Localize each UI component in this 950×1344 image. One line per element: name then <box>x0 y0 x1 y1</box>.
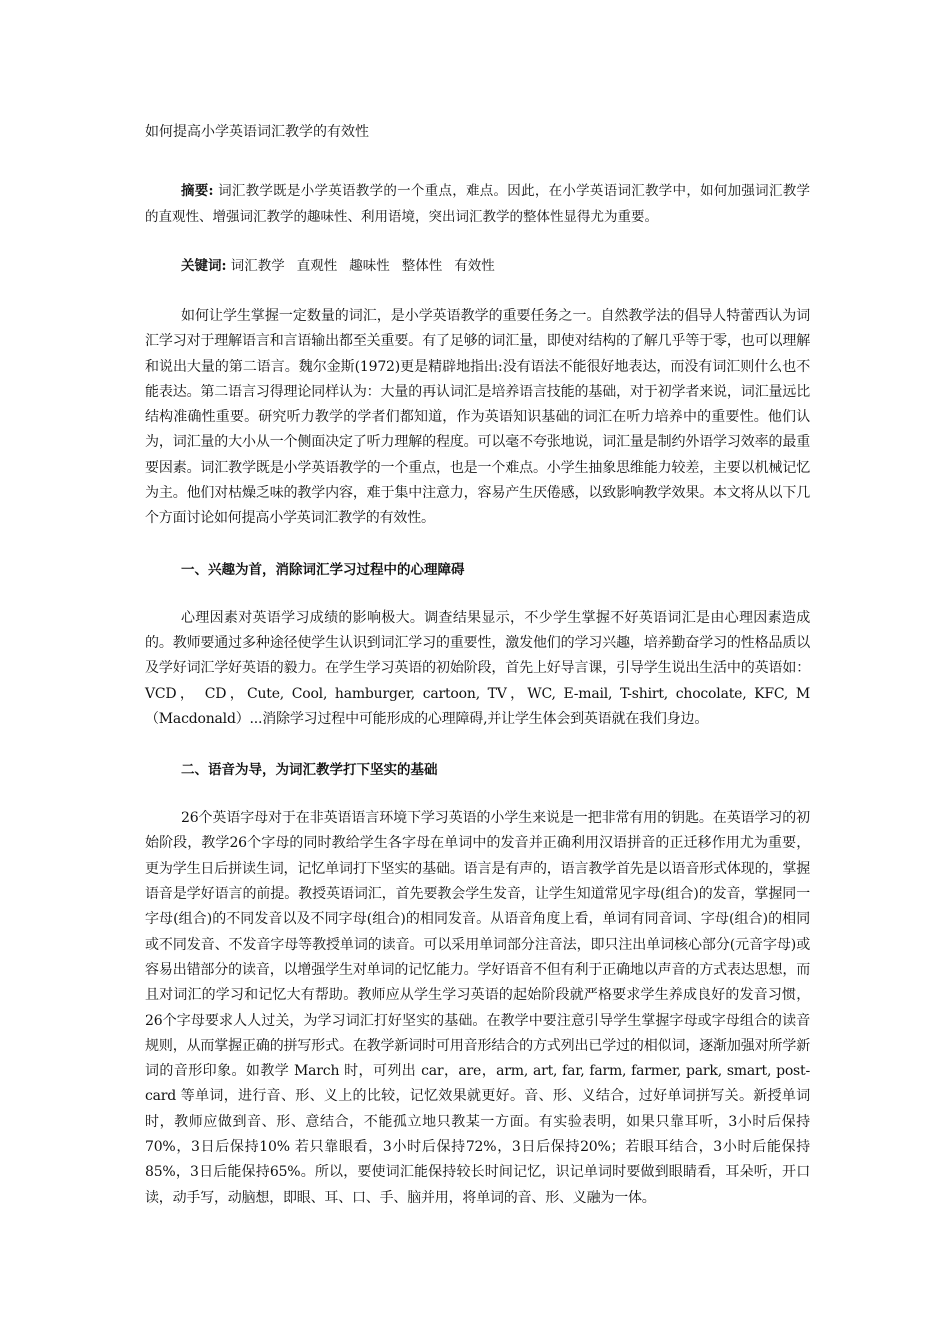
abstract-label: 摘要: <box>181 183 214 199</box>
intro-paragraph: 如何让学生掌握一定数量的词汇，是小学英语教学的重要任务之一。自然教学法的倡导人特蕾西认为词汇学习对于理解语言和言语输出都至关重要。有了足够的词汇量，即使对结构的了解几乎等于零，也可以理解和说出大量的第二语言。魏尔金斯(1972)更是精辟地指出:没有语法不能很好地表达，而没有词汇则什么也不能表达。第二语言习得理论同样认为：大量的再认词汇是培养语言技能的基础，对于初学者来说，词汇量远比结构准确性重要。研究听力教学的学者们都知道，作为英语知识基础的词汇在听力培养中的重要性。他们认为，词汇量的大小从一个侧面决定了听力理解的程度。可以毫不夸张地说，词汇量是制约外语学习效率的最重要因素。词汇教学既是小学英语教学的一个重点，也是一个难点。小学生抽象思维能力较差，主要以机械记忆为主。他们对枯燥乏味的教学内容，难于集中注意力，容易产生厌倦感，以致影响教学效果。本文将从以下几个方面讨论如何提高小学英词汇教学的有效性。 <box>145 308 810 527</box>
keyword: 直观性 <box>296 258 338 274</box>
document-page <box>145 120 810 1211</box>
keyword: 整体性 <box>401 258 443 274</box>
keyword: 有效性 <box>454 258 495 274</box>
section-paragraph: 26个英语字母对于在非英语语言环境下学习英语的小学生来说是一把非常有用的钥匙。在英语学习的初始阶段，教学26个字母的同时教给学生各字母在单词中的发音并正确利用汉语拼音的正迁移作用尤为重要，更为学生日后拼读生词，记忆单词打下坚实的基础。语言是有声的，语言教学首先是以语音形式体现的，掌握语音是学好语言的前提。教授英语词汇，首先要教会学生发音，让学生知道常见字母(组合)的发音，掌握同一字母(组合)的不同发音以及不同字母(组合)的相同发音。从语音角度上看，单词有同音词、字母(组合)的相同或不同发音、不发音字母等教授单词的读音。可以采用单词部分注音法，即只注出单词核心部分(元音字母)或容易出错部分的读音，以增强学生对单词的记忆能力。学好语音不但有利于正确地以声音的方式表达思想，而且对词汇的学习和记忆大有帮助。教师应从学生学习英语的起始阶段就严格要求学生养成良好的发音习惯，26个字母要求人人过关，为学习词汇打好坚实的基础。在教学中要注意引导学生掌握字母或字母组合的读音规则，从而掌握正确的拼写形式。在教学新词时可用音形结合的方式列出已学过的相似词，逐渐加强对所学新词的音形印象。如教学 March 时，可列出 car，are，arm, art, far, farm, farmer, park, smart, post-card 等单词，进行音、形、义上的比较，记忆效果就更好。音、形、义结合，过好单词拼写关。新授单词时，教师应做到音、形、意结合，不能孤立地只教某一方面。有实验表明，如果只靠耳听，3小时后保持70%，3日后保持10% 若只靠眼看，3小时后保持72%，3日后保持20%；若眼耳结合，3小时后能保持85%，3日后能保持65%。所以，要使词汇能保持较长时间记忆，识记单词时要做到眼睛看，耳朵听，开口读，动手写，动脑想，即眼、耳、口、手、脑并用，将单词的音、形、义融为一体。 <box>145 810 810 1206</box>
keywords-label: 关键词: <box>181 258 227 274</box>
section-heading: 一、兴趣为首，消除词汇学习过程中的心理障碍 <box>181 561 465 578</box>
abstract <box>145 178 810 230</box>
section-heading: 二、语音为导，为词汇教学打下坚实的基础 <box>181 762 438 779</box>
keyword: 趣味性 <box>349 258 390 274</box>
keyword: 词汇教学 <box>230 258 285 274</box>
document-title: 如何提高小学英语词汇教学的有效性 <box>145 124 369 140</box>
keywords <box>145 254 810 278</box>
abstract-text: 词汇教学既是小学英语教学的一个重点，难点。因此，在小学英语词汇教学中，如何加强词汇教学的直观性、增强词汇教学的趣味性、利用语境，突出词汇教学的整体性显得尤为重要。 <box>145 183 810 225</box>
section-paragraph: 心理因素对英语学习成绩的影响极大。调查结果显示，不少学生掌握不好英语词汇是由心理因素造成的。教师要通过多种途径使学生认识到词汇学习的重要性，激发他们的学习兴趣，培养勤奋学习的性格品质以及学好词汇学好英语的毅力。在学生学习英语的初始阶段，首先上好导言课，引导学生说出生活中的英语如：VCD， CD，Cute, Cool, hamburger, cartoon, TV，WC, E-mail, T-shirt, chocolate, KFC, M（Macdonald）...消除学习过程中可能形成的心理障碍,并让学生体会到英语就在我们身边。 <box>145 609 810 727</box>
